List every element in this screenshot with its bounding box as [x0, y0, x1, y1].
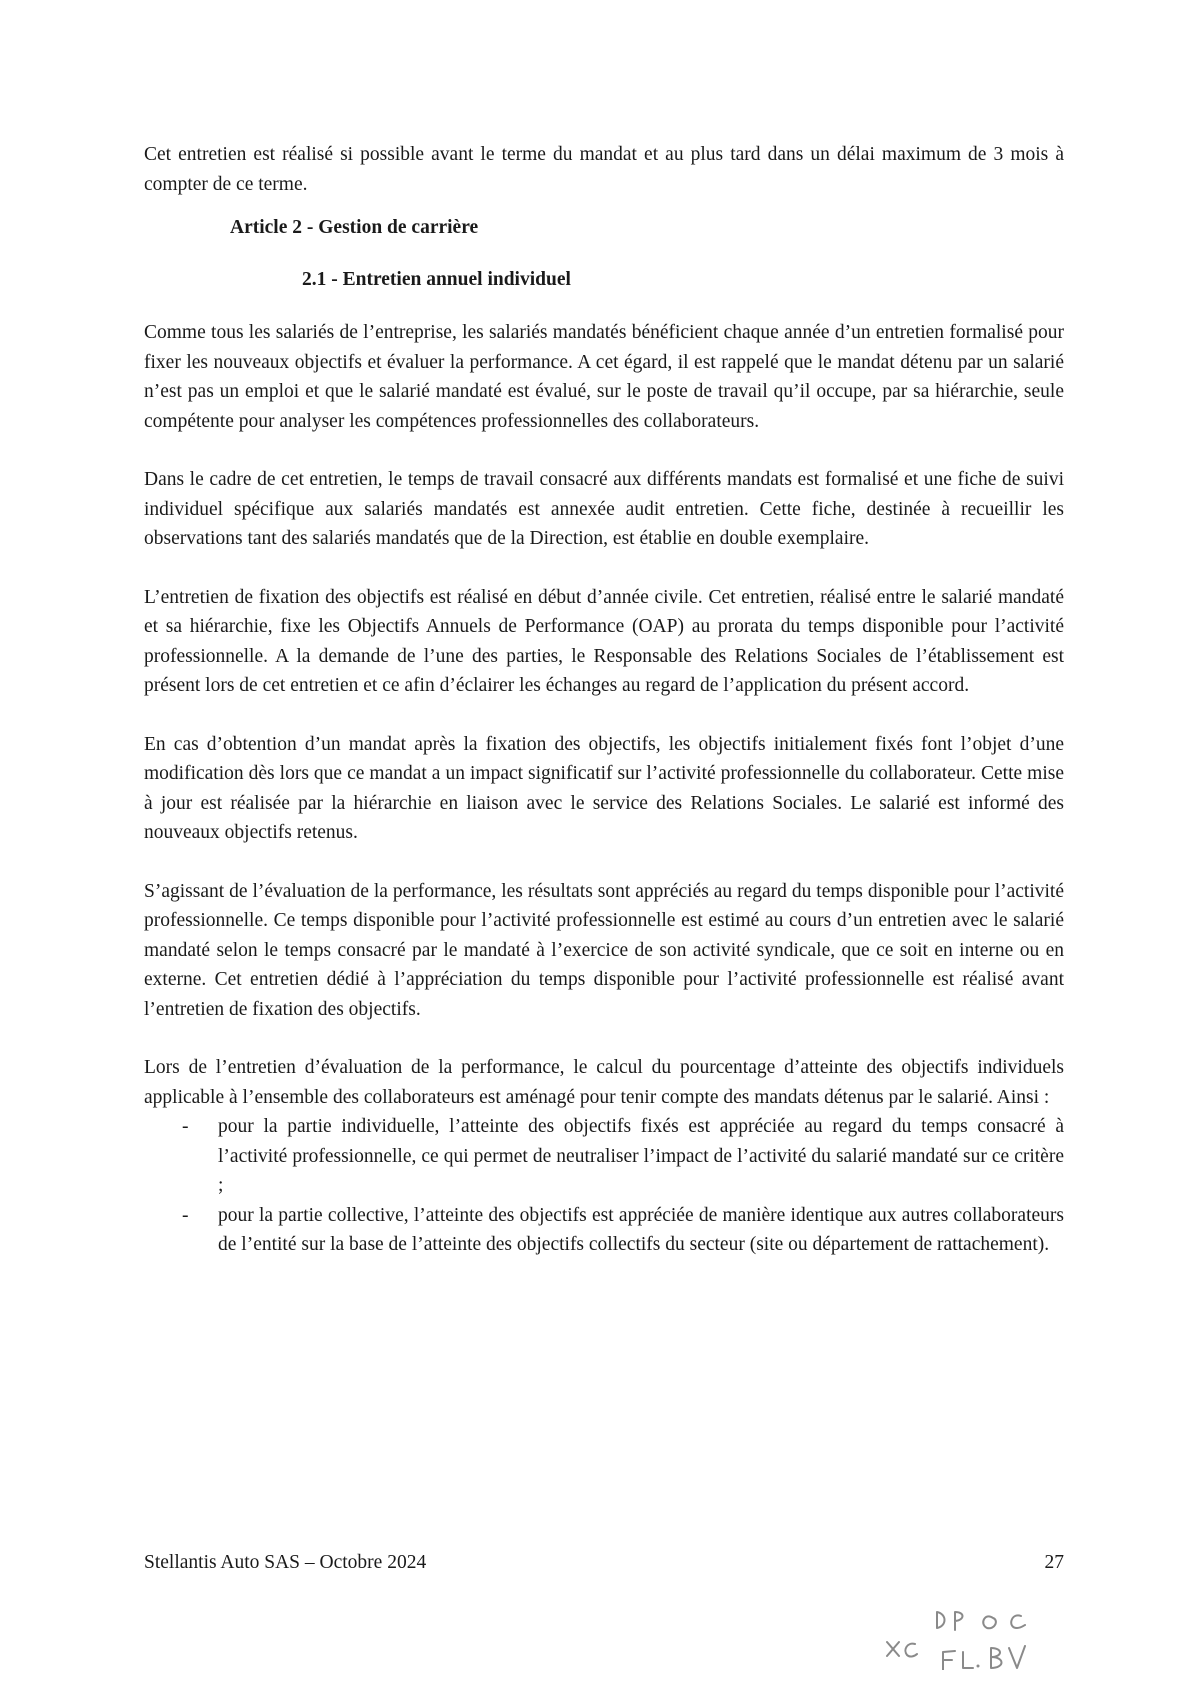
initials-mark [937, 1612, 945, 1628]
initials-mark [977, 1665, 980, 1668]
bullet-list [144, 1112, 1064, 1260]
handwritten-initials [875, 1590, 1075, 1670]
initials-mark [991, 1648, 1002, 1668]
initials-mark [983, 1616, 996, 1628]
initials-mark [887, 1642, 899, 1656]
paragraph: En cas d’obtention d’un mandat après la fixation des objectifs, les objectifs initialement fixés font l’objet d’une modification dès lors que ce mandat a un impact significatif sur l’activité professionnelle du collaborateur. Cette mise à jour est réalisée par la hiérarchie en liaison avec le service des Relations Sociales. Le salarié est informé des nouveaux objectifs retenus. [144, 733, 1064, 843]
initials-mark [1009, 1646, 1025, 1668]
document-body [144, 140, 1064, 1260]
bullet-marker: - [182, 1204, 189, 1226]
initials-mark [1011, 1615, 1025, 1628]
bullet-marker: - [182, 1116, 189, 1137]
page-footer [144, 1552, 1064, 1574]
list-item-text: pour la partie individuelle, l’atteinte des objectifs fixés est appréciée au regard du temps consacré à l’activité professionnelle, ce qui permet de neutraliser l’impact de l’activité du salarié mandaté sur ce critère ; [218, 1116, 1064, 1196]
initials-mark [905, 1644, 917, 1657]
section-heading: 2.1 - Entretien annuel individuel [302, 268, 571, 290]
page-number: 27 [1044, 1552, 1064, 1573]
list-item [144, 1112, 1064, 1201]
initials-mark [955, 1612, 963, 1630]
paragraph: Lors de l’entretien d’évaluation de la performance, le calcul du pourcentage d’atteinte des objectifs individuels applicable à l’ensemble des collaborateurs est aménagé pour tenir compte des mandats détenus par le salarié. Ainsi : [144, 1057, 1064, 1108]
paragraph: S’agissant de l’évaluation de la performance, les résultats sont appréciés au regard du temps disponible pour l’activité professionnelle. Ce temps disponible pour l’activité professionnelle est estimé au cours d’un entretien avec le salarié mandaté selon le temps consacré par le mandaté à l’exercice de son activité syndicale, que ce soit en interne ou en externe. Cet entretien dédié à l’appréciation du temps disponible pour l’activité professionnelle est réalisé avant l’entretien de fixation des objectifs. [144, 880, 1064, 1020]
paragraph: L’entretien de fixation des objectifs est réalisé en début d’année civile. Cet entretien, réalisé entre le salarié mandaté et sa hiérarchie, fixe les Objectifs Annuels de Performance (OAP) au prorata du temps disponible pour l’activité professionnelle. A la demande de l’une des parties, le Responsable des Relations Sociales de l’établissement est présent lors de cet entretien et ce afin d’éclairer les échanges au regard de l’application du présent accord. [144, 586, 1064, 696]
paragraph: Comme tous les salariés de l’entreprise, les salariés mandatés bénéficient chaque année d’un entretien formalisé pour fixer les nouveaux objectifs et évaluer la performance. A cet égard, il est rappelé que le mandat détenu par un salarié n’est pas un emploi et que le salarié mandaté est évalué, sur le poste de travail qu’il occupe, par sa hiérarchie, seule compétente pour analyser les compétences professionnelles des collaborateurs. [144, 322, 1064, 432]
paragraph: Dans le cadre de cet entretien, le temps de travail consacré aux différents mandats est formalisé et une fiche de suivi individuel spécifique aux salariés mandatés est annexée audit entretien. Cette fiche, destinée à recueillir les observations tant des salariés mandatés que de la Direction, est établie en double exemplaire. [144, 469, 1064, 549]
list-item [144, 1201, 1064, 1260]
article-heading: Article 2 - Gestion de carrière [230, 217, 479, 238]
initials-mark [943, 1651, 955, 1670]
list-item-text: pour la partie collective, l’atteinte des objectifs est appréciée de manière identique aux autres collaborateurs de l’entité sur la base de l’atteinte des objectifs collectifs du secteur (site ou département de rattachement). [218, 1204, 1064, 1255]
intro-paragraph: Cet entretien est réalisé si possible avant le terme du mandat et au plus tard dans un délai maximum de 3 mois à compter de ce terme. [144, 144, 1064, 195]
footer-company-date: Stellantis Auto SAS – Octobre 2024 [144, 1552, 427, 1573]
initials-mark [963, 1652, 973, 1668]
